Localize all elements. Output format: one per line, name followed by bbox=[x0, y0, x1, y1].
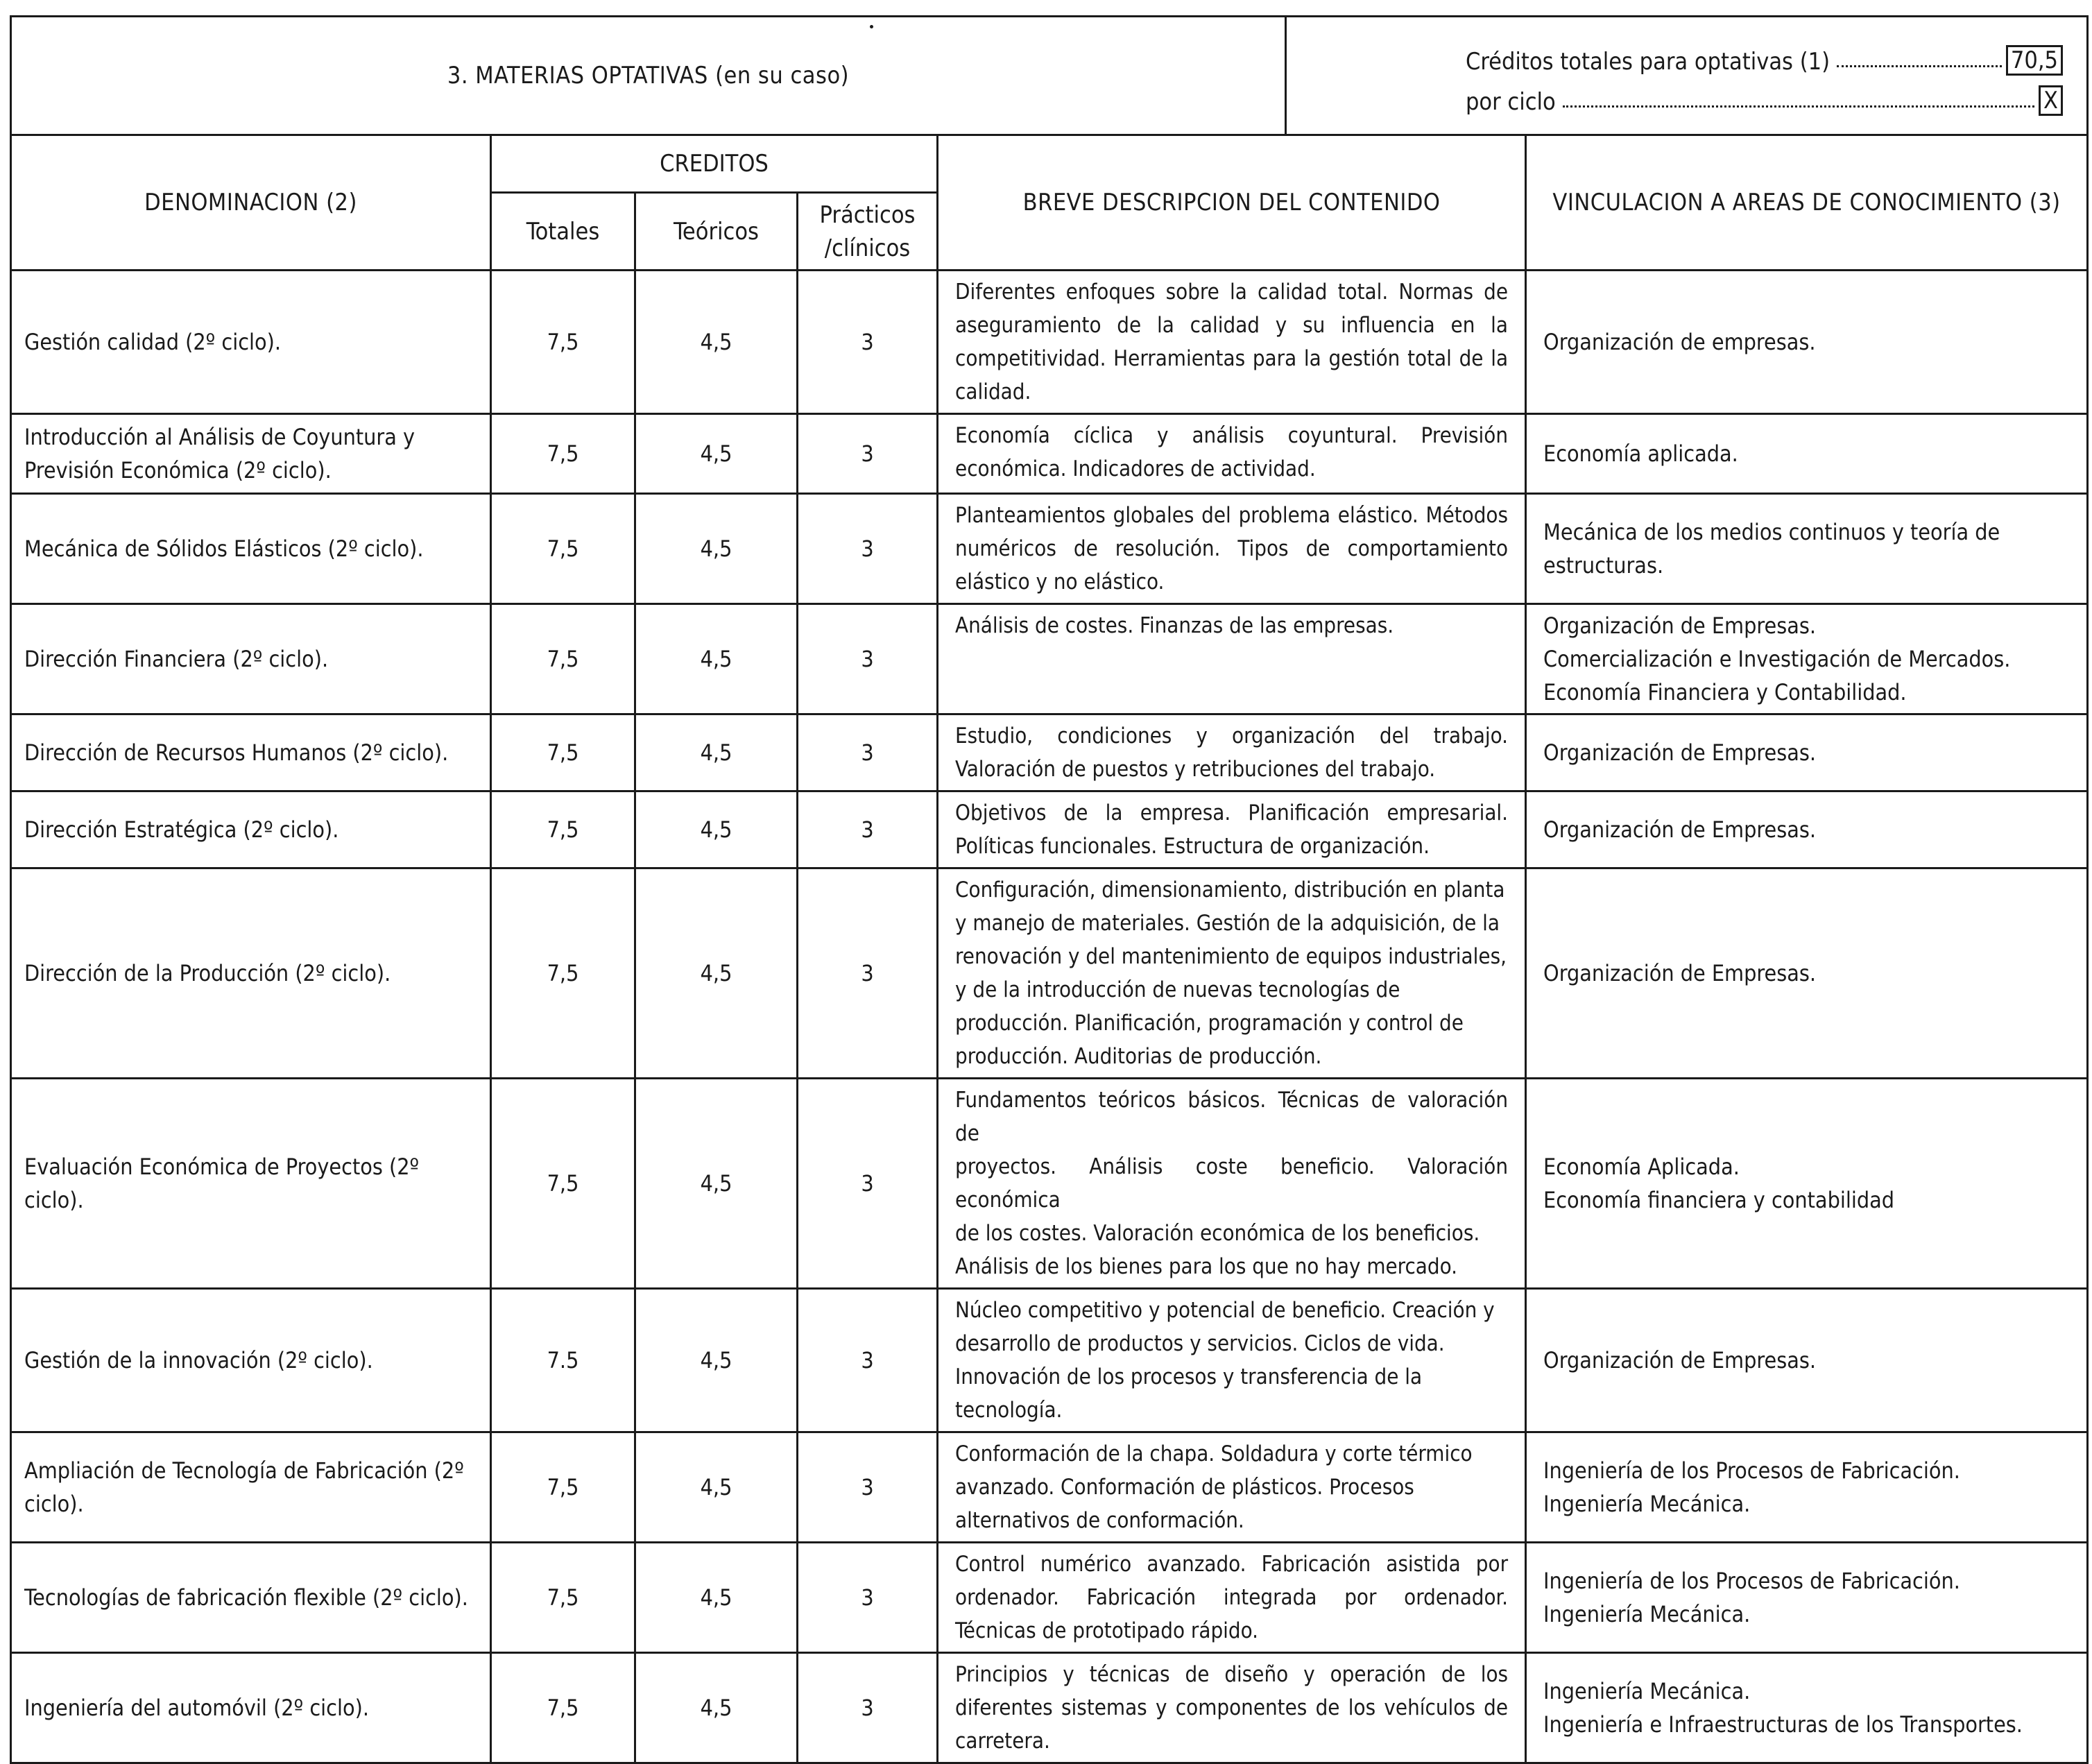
credits-theory: 4,5 bbox=[635, 714, 798, 791]
knowledge-areas bbox=[1526, 1543, 2088, 1653]
col-vinculacion: VINCULACION A AREAS DE CONOCIMIENTO (3) bbox=[1526, 135, 2088, 271]
description-line: Conformación de la chapa. Soldadura y corte térmico bbox=[955, 1441, 1473, 1466]
subject-name: Tecnologías de fabricación flexible (2º ciclo). bbox=[11, 1543, 491, 1653]
credits-total: 7,5 bbox=[491, 1543, 635, 1653]
table-row bbox=[11, 494, 2088, 604]
col-totales: Totales bbox=[491, 193, 635, 271]
credits-total: 7,5 bbox=[491, 494, 635, 604]
table-row bbox=[11, 1079, 2088, 1289]
knowledge-area: Economía financiera y contabilidad bbox=[1543, 1187, 1895, 1213]
knowledge-area: Economía Financiera y Contabilidad. bbox=[1543, 679, 1907, 705]
table-row bbox=[11, 414, 2088, 494]
table-row bbox=[11, 791, 2088, 868]
optional-subjects-form bbox=[10, 15, 2086, 1764]
header-table bbox=[10, 15, 2089, 136]
description-line: proyectos. Análisis coste beneficio. Valoración económica bbox=[955, 1154, 1509, 1213]
credits-practice: 3 bbox=[798, 714, 938, 791]
subjects-table bbox=[10, 134, 2089, 1764]
credits-theory: 4,5 bbox=[635, 1079, 798, 1289]
credits-total: 7,5 bbox=[491, 1653, 635, 1763]
credits-theory: 4,5 bbox=[635, 791, 798, 868]
description-line: renovación y del mantenimiento de equipos industriales, bbox=[955, 944, 1507, 969]
credits-theory: 4,5 bbox=[635, 271, 798, 414]
knowledge-area: Ingeniería Mecánica. bbox=[1543, 1678, 1751, 1704]
subject-name: Gestión de la innovación (2º ciclo). bbox=[11, 1289, 491, 1432]
knowledge-area: Ingeniería de los Procesos de Fabricación. bbox=[1543, 1568, 1960, 1594]
content-description bbox=[938, 1079, 1526, 1289]
knowledge-areas bbox=[1526, 1653, 2088, 1763]
description-line: alternativos de conformación. bbox=[955, 1508, 1244, 1533]
col-descripcion: BREVE DESCRIPCION DEL CONTENIDO bbox=[938, 135, 1526, 271]
description-line: Núcleo competitivo y potencial de beneficio. Creación y bbox=[955, 1298, 1495, 1323]
credits-theory: 4,5 bbox=[635, 414, 798, 494]
credits-theory: 4,5 bbox=[635, 1289, 798, 1432]
description-line: desarrollo de productos y servicios. Ciclos de vida. bbox=[955, 1331, 1445, 1356]
description-line: producción. Planificación, programación y control de bbox=[955, 1011, 1464, 1036]
credits-practice: 3 bbox=[798, 791, 938, 868]
credits-total: 7,5 bbox=[491, 791, 635, 868]
knowledge-areas bbox=[1526, 868, 2088, 1079]
knowledge-area: Ingeniería Mecánica. bbox=[1543, 1601, 1751, 1627]
subject-name: Dirección Financiera (2º ciclo). bbox=[11, 604, 491, 714]
credits-total: 7,5 bbox=[491, 868, 635, 1079]
credits-total: 7,5 bbox=[491, 414, 635, 494]
content-description: Diferentes enfoques sobre la calidad total. Normas de aseguramiento de la calidad y su influencia en la competitividad. Herramientas para la gestión total de la calidad. bbox=[938, 271, 1526, 414]
knowledge-areas bbox=[1526, 1289, 2088, 1432]
description-line: y de la introducción de nuevas tecnologías de bbox=[955, 977, 1400, 1002]
subject-name: Dirección Estratégica (2º ciclo). bbox=[11, 791, 491, 868]
content-description: Objetivos de la empresa. Planificación empresarial. Políticas funcionales. Estructura de organización. bbox=[938, 791, 1526, 868]
knowledge-area: Organización de empresas. bbox=[1543, 329, 1816, 355]
table-row bbox=[11, 714, 2088, 791]
col-denominacion: DENOMINACION (2) bbox=[11, 135, 491, 271]
col-teoricos: Teóricos bbox=[635, 193, 798, 271]
credits-practice: 3 bbox=[798, 868, 938, 1079]
subject-name: Evaluación Económica de Proyectos (2º ciclo). bbox=[11, 1079, 491, 1289]
knowledge-areas bbox=[1526, 714, 2088, 791]
credits-theory: 4,5 bbox=[635, 1543, 798, 1653]
knowledge-area: Organización de Empresas. bbox=[1543, 960, 1816, 986]
content-description: Planteamientos globales del problema elástico. Métodos numéricos de resolución. Tipos de comportamiento elástico y no elástico. bbox=[938, 494, 1526, 604]
cycle-label: por ciclo bbox=[1466, 88, 1556, 116]
col-creditos: CREDITOS bbox=[491, 135, 938, 193]
knowledge-areas bbox=[1526, 1079, 2088, 1289]
credits-total: 7,5 bbox=[491, 1079, 635, 1289]
knowledge-area: Ingeniería e Infraestructuras de los Transportes. bbox=[1543, 1711, 2023, 1738]
table-row bbox=[11, 1289, 2088, 1432]
credits-theory: 4,5 bbox=[635, 868, 798, 1079]
description-line: y manejo de materiales. Gestión de la adquisición, de la bbox=[955, 911, 1500, 936]
credits-summary bbox=[1286, 17, 2088, 135]
total-credits-value: 70,5 bbox=[2006, 45, 2063, 76]
credits-practice: 3 bbox=[798, 414, 938, 494]
knowledge-area: Organización de Empresas. bbox=[1543, 613, 1816, 639]
credits-total: 7,5 bbox=[491, 714, 635, 791]
knowledge-area: Economía aplicada. bbox=[1543, 440, 1738, 467]
content-description bbox=[938, 868, 1526, 1079]
credits-theory: 4,5 bbox=[635, 1432, 798, 1543]
credits-practice: 3 bbox=[798, 1079, 938, 1289]
subject-name: Gestión calidad (2º ciclo). bbox=[11, 271, 491, 414]
credits-theory: 4,5 bbox=[635, 604, 798, 714]
table-row bbox=[11, 1653, 2088, 1763]
subject-name: Ingeniería del automóvil (2º ciclo). bbox=[11, 1653, 491, 1763]
credits-practice: 3 bbox=[798, 1543, 938, 1653]
credits-practice: 3 bbox=[798, 1653, 938, 1763]
content-description: Estudio, condiciones y organización del trabajo. Valoración de puestos y retribuciones del trabajo. bbox=[938, 714, 1526, 791]
knowledge-area: Ingeniería de los Procesos de Fabricación. bbox=[1543, 1457, 1960, 1484]
knowledge-area: Organización de Empresas. bbox=[1543, 816, 1816, 843]
table-row bbox=[11, 271, 2088, 414]
credits-total: 7,5 bbox=[491, 604, 635, 714]
description-line: Fundamentos teóricos básicos. Técnicas de valoración de bbox=[955, 1088, 1509, 1146]
subject-name: Dirección de la Producción (2º ciclo). bbox=[11, 868, 491, 1079]
credits-total: 7,5 bbox=[491, 271, 635, 414]
total-credits-label: Créditos totales para optativas (1) bbox=[1466, 48, 1830, 76]
credits-practice: 3 bbox=[798, 494, 938, 604]
credits-practice: 3 bbox=[798, 1432, 938, 1543]
credits-total: 7.5 bbox=[491, 1289, 635, 1432]
knowledge-area: Organización de Empresas. bbox=[1543, 739, 1816, 766]
description-line: avanzado. Conformación de plásticos. Procesos bbox=[955, 1475, 1414, 1500]
knowledge-areas bbox=[1526, 271, 2088, 414]
content-description: Control numérico avanzado. Fabricación asistida por ordenador. Fabricación integrada por ordenador. Técnicas de prototipado rápido. bbox=[938, 1543, 1526, 1653]
description-line: Configuración, dimensionamiento, distribución en planta bbox=[955, 877, 1505, 902]
knowledge-area: Ingeniería Mecánica. bbox=[1543, 1491, 1751, 1517]
credits-practice: 3 bbox=[798, 271, 938, 414]
total-credits-line bbox=[1466, 35, 2063, 76]
content-description: Economía cíclica y análisis coyuntural. Previsión económica. Indicadores de actividad. bbox=[938, 414, 1526, 494]
credits-theory: 4,5 bbox=[635, 494, 798, 604]
table-row bbox=[11, 868, 2088, 1079]
subjects-body bbox=[11, 271, 2088, 1763]
table-row bbox=[11, 604, 2088, 714]
knowledge-area: Economía Aplicada. bbox=[1543, 1154, 1740, 1180]
dot-leader bbox=[1563, 105, 2034, 108]
section-title: 3. MATERIAS OPTATIVAS (en su caso) bbox=[11, 17, 1286, 135]
description-line: tecnología. bbox=[955, 1398, 1063, 1423]
knowledge-areas bbox=[1526, 791, 2088, 868]
cycle-checkbox: X bbox=[2039, 85, 2063, 116]
description-line: producción. Auditorias de producción. bbox=[955, 1044, 1322, 1069]
content-description bbox=[938, 1289, 1526, 1432]
description-line: de los costes. Valoración económica de los beneficios. bbox=[955, 1221, 1480, 1246]
subject-name: Dirección de Recursos Humanos (2º ciclo). bbox=[11, 714, 491, 791]
knowledge-area: Mecánica de los medios continuos y teoría de estructuras. bbox=[1543, 519, 2000, 579]
knowledge-areas bbox=[1526, 1432, 2088, 1543]
table-row bbox=[11, 1432, 2088, 1543]
knowledge-areas bbox=[1526, 494, 2088, 604]
credits-practice: 3 bbox=[798, 1289, 938, 1432]
subject-name: Mecánica de Sólidos Elásticos (2º ciclo). bbox=[11, 494, 491, 604]
content-description: Análisis de costes. Finanzas de las empresas. bbox=[938, 604, 1526, 714]
content-description bbox=[938, 1432, 1526, 1543]
table-row bbox=[11, 1543, 2088, 1653]
knowledge-area: Comercialización e Investigación de Mercados. bbox=[1543, 646, 2011, 672]
credits-total: 7,5 bbox=[491, 1432, 635, 1543]
knowledge-areas bbox=[1526, 414, 2088, 494]
subject-name: Introducción al Análisis de Coyuntura y Previsión Económica (2º ciclo). bbox=[11, 414, 491, 494]
knowledge-areas bbox=[1526, 604, 2088, 714]
col-practicos: Prácticos /clínicos bbox=[798, 193, 938, 271]
content-description: Principios y técnicas de diseño y operación de los diferentes sistemas y componentes de los vehículos de carretera. bbox=[938, 1653, 1526, 1763]
credits-theory: 4,5 bbox=[635, 1653, 798, 1763]
description-line: Innovación de los procesos y transferencia de la bbox=[955, 1364, 1423, 1389]
description-line: Análisis de los bienes para los que no hay mercado. bbox=[955, 1254, 1457, 1279]
subject-name: Ampliación de Tecnología de Fabricación (2º ciclo). bbox=[11, 1432, 491, 1543]
cycle-line bbox=[1466, 76, 2063, 116]
knowledge-area: Organización de Empresas. bbox=[1543, 1347, 1816, 1373]
dot-leader bbox=[1837, 65, 2002, 67]
credits-practice: 3 bbox=[798, 604, 938, 714]
